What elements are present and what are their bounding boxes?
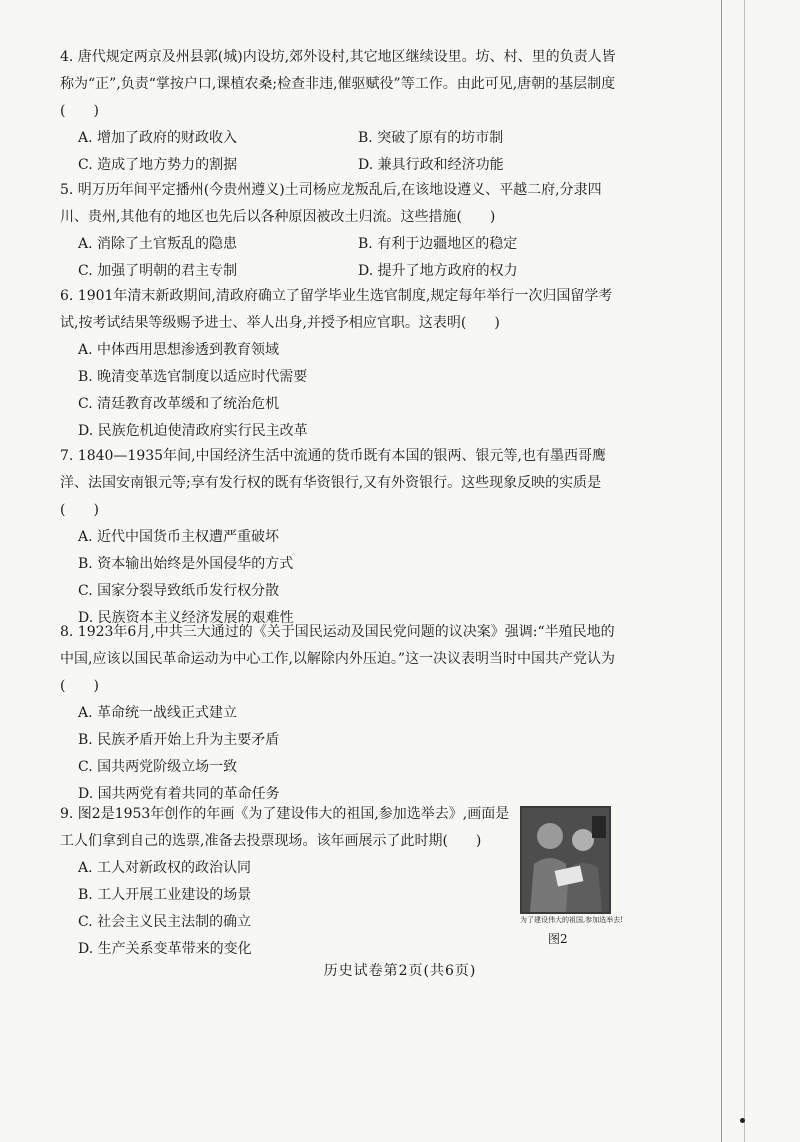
option-a: A. 增加了政府的财政收入: [78, 130, 238, 146]
option-c: C. 加强了明朝的君主专制: [78, 263, 238, 279]
question-6: [60, 283, 620, 445]
option-d: D. 国共两党有着共同的革命任务: [78, 786, 280, 802]
option-d: D. 提升了地方政府的权力: [358, 263, 518, 279]
option-d: D. 民族危机迫使清政府实行民主改革: [78, 423, 308, 439]
option-d: D. 生产关系变革带来的变化: [78, 941, 252, 957]
question-stem: 4. 唐代规定两京及州县郭(城)内设坊,郊外设村,其它地区继续设里。坊、村、里的负责人皆称为“正”,负责“掌按户口,课植农桑;检查非违,催驱赋役”等工作。由此可见,唐朝的基层制度( ): [60, 49, 616, 119]
question-7: [60, 443, 620, 632]
poster-image: [520, 806, 611, 914]
question-stem: 6. 1901年清末新政期间,清政府确立了留学毕业生选官制度,规定每年举行一次归国留学考试,按考试结果等级赐予进士、举人出身,并授予相应官职。这表明( ): [60, 288, 613, 331]
question-4: [60, 44, 620, 179]
figure-label: 图2: [548, 932, 568, 946]
option-b: B. 民族矛盾开始上升为主要矛盾: [78, 732, 280, 748]
option-c: C. 清廷教育改革缓和了统治危机: [78, 396, 280, 412]
option-b: B. 有利于边疆地区的稳定: [358, 236, 518, 252]
option-c: C. 造成了地方势力的割据: [78, 157, 238, 173]
option-a: A. 近代中国货币主权遭严重破坏: [78, 529, 280, 545]
option-a: A. 工人对新政权的政治认同: [78, 860, 252, 876]
scan-dot: [740, 1118, 745, 1123]
option-c: C. 国家分裂导致纸币发行权分散: [78, 583, 280, 599]
question-stem: 5. 明万历年间平定播州(今贵州遵义)土司杨应龙叛乱后,在该地设遵义、平越二府,分隶四川、贵州,其他有的地区也先后以各种原因被改土归流。这些措施( ): [60, 182, 602, 225]
option-c: C. 国共两党阶级立场一致: [78, 759, 238, 775]
option-b: B. 晚清变革选官制度以适应时代需要: [78, 369, 308, 385]
figure-2-poster: [520, 806, 611, 914]
page-footer: 历史试卷第2页(共6页): [323, 963, 477, 979]
question-stem: 9. 图2是1953年创作的年画《为了建设伟大的祖国,参加选举去》,画面是工人们拿到自己的选票,准备去投票现场。该年画展示了此时期( ): [60, 806, 510, 849]
question-9: [60, 801, 510, 963]
question-5: [60, 177, 620, 285]
option-d: D. 民族资本主义经济发展的艰难性: [78, 610, 294, 626]
option-c: C. 社会主义民主法制的确立: [78, 914, 252, 930]
poster-caption: 为了建设伟大的祖国,参加选举去!: [520, 916, 624, 924]
question-8: [60, 619, 620, 808]
option-b: B. 资本输出始终是外国侵华的方式: [78, 556, 294, 572]
option-d: D. 兼具行政和经济功能: [358, 157, 504, 173]
option-a: A. 消除了土官叛乱的隐患: [78, 236, 238, 252]
question-stem: 8. 1923年6月,中共三大通过的《关于国民运动及国民党问题的议决案》强调:“半殖民地的中国,应该以国民革命运动为中心工作,以解除内外压迫。”这一决议表明当时中国共产党认为( ): [60, 624, 616, 694]
option-b: B. 突破了原有的坊市制: [358, 130, 504, 146]
option-b: B. 工人开展工业建设的场景: [78, 887, 252, 903]
question-stem: 7. 1840—1935年间,中国经济生活中流通的货币既有本国的银两、银元等,也有墨西哥鹰洋、法国安南银元等;享有发行权的既有华资银行,又有外资银行。这些现象反映的实质是( ): [60, 448, 606, 518]
option-a: A. 革命统一战线正式建立: [78, 705, 238, 721]
option-a: A. 中体西用思想渗透到教育领域: [78, 342, 280, 358]
